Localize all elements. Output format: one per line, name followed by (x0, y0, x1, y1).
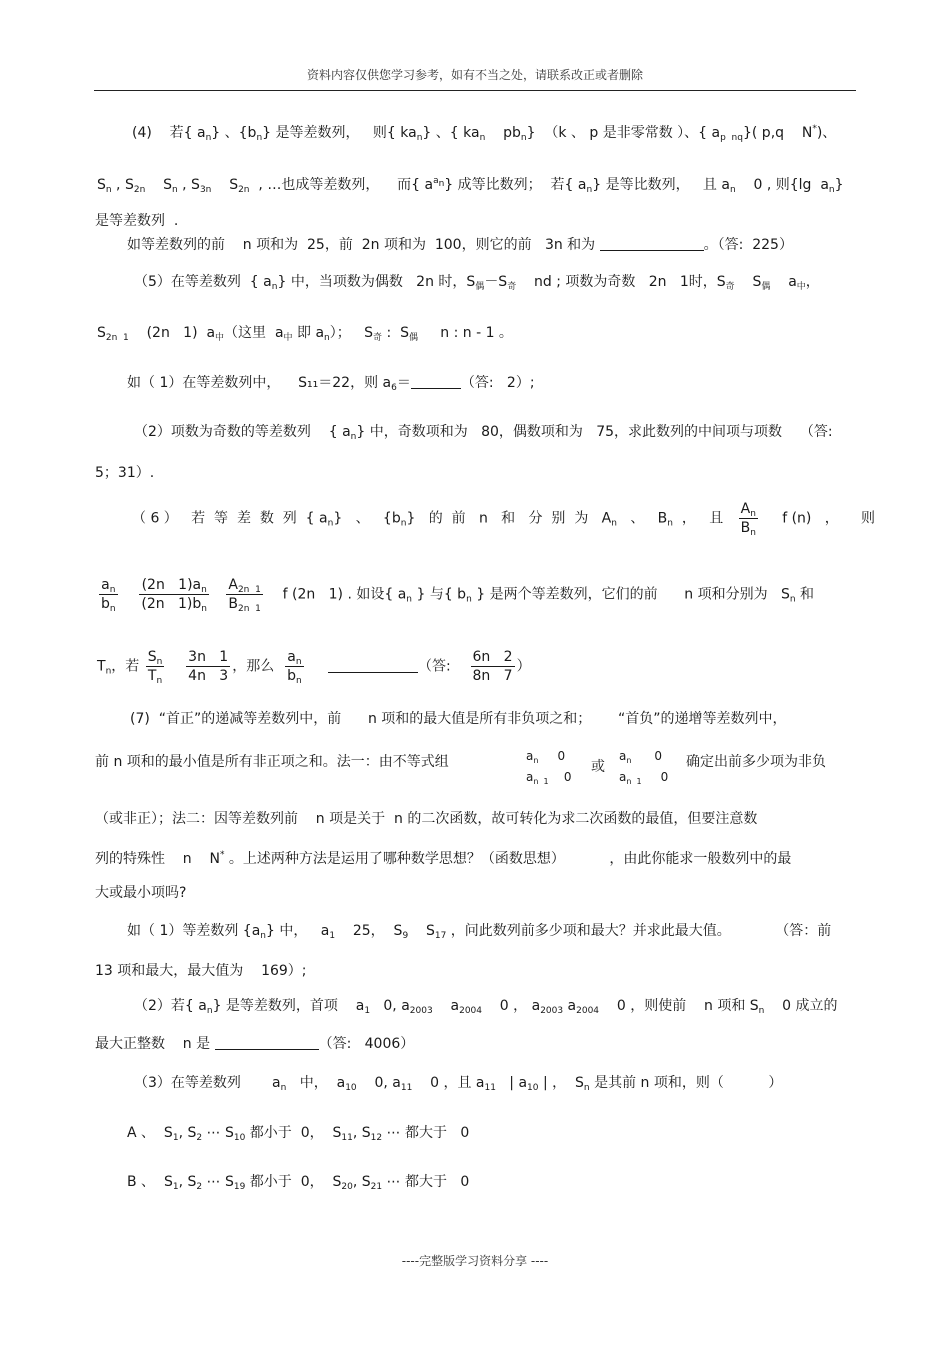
option-b: B 、 $S_1$, $S_2$ ⋯ $S_{19}$ 都小于 0， $S_{20}$, $S_{21}$ ⋯ 都大于 0 (127, 1174, 470, 1192)
page-footer: ----完整版学习资料分享 ---- (401, 1254, 549, 1268)
header-divider (94, 90, 856, 91)
page-header: 资料内容仅供您学习参考，如有不当之处，请联系改正或者删除 (306, 68, 643, 82)
section-7-line-5: 大或最小项吗? (95, 885, 187, 901)
section-4-line-2: $S_n$ , $S_{2n}$ $S_n$ , $S_{3n}$ $S_{2n}$ , …也成等差数列， 而{ $a^{a_n}$} 成等比数列； 若{ $a_n$} 是等比数列， 且 $a_n$ 0 , 则{lg $a_n$} (97, 176, 844, 195)
section-5-line-1: （5）在等差数列 { $a_n$} 中，当项数为偶数 2n 时，$S_偶-S_奇$ nd ; 项数为奇数 2n 1时，$S_奇$ $S_偶$ $a_中$， (134, 274, 820, 292)
section-6-line-1: （ 6 ） 若 等 差 数 列 { $a_n$} 、 $\{b_n\}$ 的 前 n 和 分 别 为 $A_n$ 、 $B_n$ ， 且 $\frac{A_n}{B_n}$ f (n) ， 则 (132, 501, 875, 538)
option-a: A 、 $S_1$, $S_2$ ⋯ $S_{10}$ 都小于 0， $S_{11}$, $S_{12}$ ⋯ 都大于 0 (127, 1125, 470, 1143)
example-line: 5；31）. (95, 465, 155, 481)
example-line: 如（ 1）等差数列 $\{a_n\}$ 中， $a_1$ 25， $S_9$ $S_{17}$ ，问此数列前多少项和最大？并求此最大值。 （答：前 (127, 923, 832, 941)
section-7-line-4: 列的特殊性 n N* 。上述两种方法是运用了哪种数学思想？（函数思想） ，由此你能求一般数列中的最 (95, 850, 792, 867)
example-line: 13 项和最大，最大值为 169）; (95, 963, 307, 979)
section-7-or: 或 (591, 759, 605, 775)
section-5-line-2: $S_{2n 1}$ (2n 1) $a_中$（这里 $a_中$ 即 $a_n$）； $S_奇$ : $S_偶$ n : n - 1 。 (97, 325, 513, 343)
section-4-line-1: (4) 若{ $a_n$} 、$\{b_n\}$ 是等差数列， 则{ $ka_n$} 、{ $ka_n$ $pb_n$} （k 、 p 是非零常数 ）、{ $a_{p nq}$}( p,q N*)、 (132, 124, 837, 143)
section-4-line-3: 是等差数列 . (95, 213, 179, 229)
example-line: 最大正整数 n 是 （答: 4006） (95, 1036, 415, 1052)
section-7-line-3: （或非正）；法二：因等差数列前 n 项是关于 n 的二次函数，故可转化为求二次函数的最值，但要注意数 (95, 811, 758, 827)
section-7-line-2-end: 确定出前多少项为非负 (686, 754, 826, 770)
example-line: （2）若{ $a_n$} 是等差数列，首项 $a_1$ 0, $a_{2003}$ $a_{2004}$ 0 ， $a_{2003}$ $a_{2004}$ 0 ，则使前 n 项和 $S_n$ 0 成立的 (134, 998, 838, 1016)
section-7-line-1: (7) “首正”的递减等差数列中，前 n 项和的最大值是所有非负项之和； “首负”的递增等差数列中， (130, 711, 787, 727)
example-line: 如（ 1）在等差数列中， S₁₁＝22，则 $a_6=$ （答: 2）; (127, 375, 535, 393)
section-6-line-3: $T_n$，若 $\frac{S_n}{T_n}$ $\frac{3n 1}{4n 3}$ ，那么 $\frac{a_n}{b_n}$ （答: $\frac{6n 2}{8n 7}$ ） (97, 649, 531, 686)
example-line: 如等差数列的前 n 项和为 25，前 2n 项和为 100，则它的前 3n 和为 。（答: 225） (127, 237, 793, 253)
example-line: （2）项数为奇数的等差数列 { $a_n$} 中，奇数项和为 80，偶数项和为 75，求此数列的中间项与项数 （答: (134, 424, 833, 442)
example-line: （3）在等差数列 $a_n$ 中， $a_{10}$ 0, $a_{11}$ 0 ，且 $a_{11}$ | $a_{10}$ | ， $S_n$ 是其前 n 项和，则（ ） (134, 1075, 783, 1093)
inequality-system-2: $a_n$ 0 $a_{n 1}$ 0 (619, 749, 669, 786)
section-7-line-2: 前 n 项和的最小值是所有非正项之和。法一：由不等式组 (95, 754, 449, 770)
section-6-line-2: $\frac{a_n}{b_n}$ $\frac{(2n 1)a_n}{(2n 1)b_n}$ $\frac{A_{2n 1}}{B_{2n 1}}$ f (2n 1) . 如设{ $a_n$ } 与{ $b_n$ } 是两个等差数列，它们的前 n 项和分别为 $S_n$ 和 (101, 577, 815, 614)
inequality-system-1: $a_n$ 0 $a_{n 1}$ 0 (526, 749, 572, 786)
